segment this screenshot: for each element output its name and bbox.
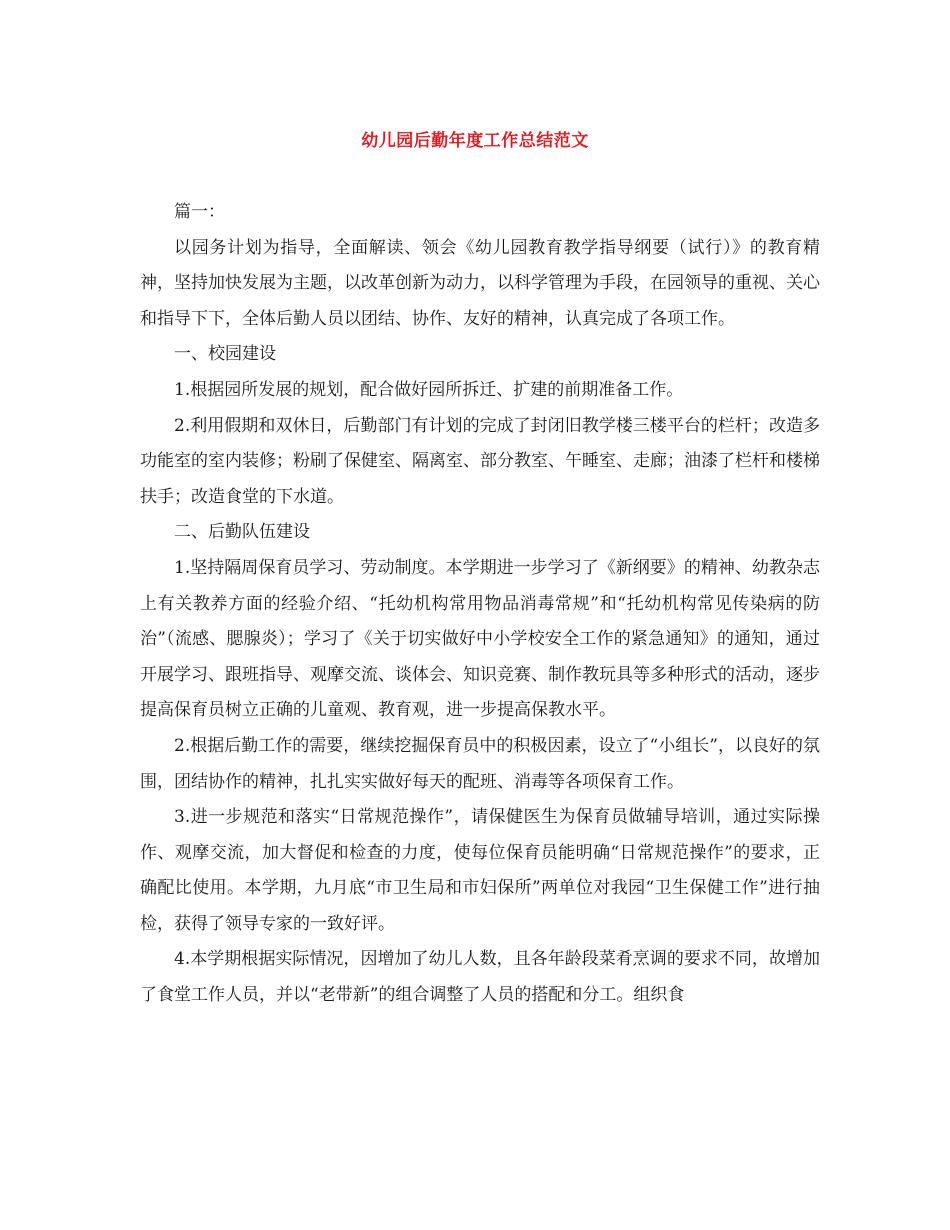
heading-campus-construction: 一、校园建设 — [174, 344, 276, 365]
paragraph-team-item-4: 4.本学期根据实际情况，因增加了幼儿人数，且各年龄段菜肴烹调的要求不同，故增加了食堂工作人员，并以“老带新”的组合调整了人员的搭配和分工。组织食 — [140, 949, 820, 1006]
paragraph-campus-item-1: 1.根据园所发展的规划，配合做好园所拆迁、扩建的前期准备工作。 — [174, 379, 684, 400]
document-body — [140, 195, 820, 1014]
paragraph-section-label: 篇一： — [174, 202, 225, 222]
paragraph-intro: 以园务计划为指导，全面解读、领会《幼儿园教育教学指导纲要（试行）》的教育精神，坚持加快发展为主题，以改革创新为动力，以科学管理为手段，在园领导的重视、关心和指导下下，全体后勤人员以团结、协作、友好的精神，认真完成了各项工作。 — [140, 237, 820, 329]
document-title: 幼儿园后勤年度工作总结范文 — [361, 131, 589, 151]
heading-team-building: 二、后勤队伍建设 — [174, 522, 310, 543]
paragraph-team-item-1: 1.坚持隔周保育员学习、劳动制度。本学期进一步学习了《新纲要》的精神、幼教杂志上有关教养方面的经验介绍、“托幼机构常用物品消毒常规”和“托幼机构常见传染病的防治”（流感、腮腺炎）；学习了《关于切实做好中小学校安全工作的紧急通知》的通知，通过开展学习、跟班指导、观摩交流、谈体会、知识竞赛、制作教玩具等多种形式的活动，逐步提高保育员树立正确的儿童观、教育观，进一步提高保教水平。 — [140, 557, 820, 721]
paragraph-campus-item-2: 2.利用假期和双休日，后勤部门有计划的完成了封闭旧教学楼三楼平台的栏杆；改造多功能室的室内装修；粉刷了保健室、隔离室、部分教室、午睡室、走廊；油漆了栏杆和楼梯扶手；改造食堂的下水道。 — [140, 415, 820, 507]
paragraph-team-item-3: 3.进一步规范和落实“日常规范操作”，请保健医生为保育员做辅导培训，通过实际操作、观摩交流，加大督促和检查的力度，使每位保育员能明确“日常规范操作”的要求，正确配比使用。本学期，九月底“市卫生局和市妇保所”两单位对我园“卫生保健工作”进行抽检，获得了领导专家的一致好评。 — [140, 807, 820, 934]
paragraph-team-item-2: 2.根据后勤工作的需要，继续挖掘保育员中的积极因素，设立了“小组长”，以良好的氛围，团结协作的精神，扎扎实实做好每天的配班、消毒等各项保育工作。 — [140, 735, 820, 792]
